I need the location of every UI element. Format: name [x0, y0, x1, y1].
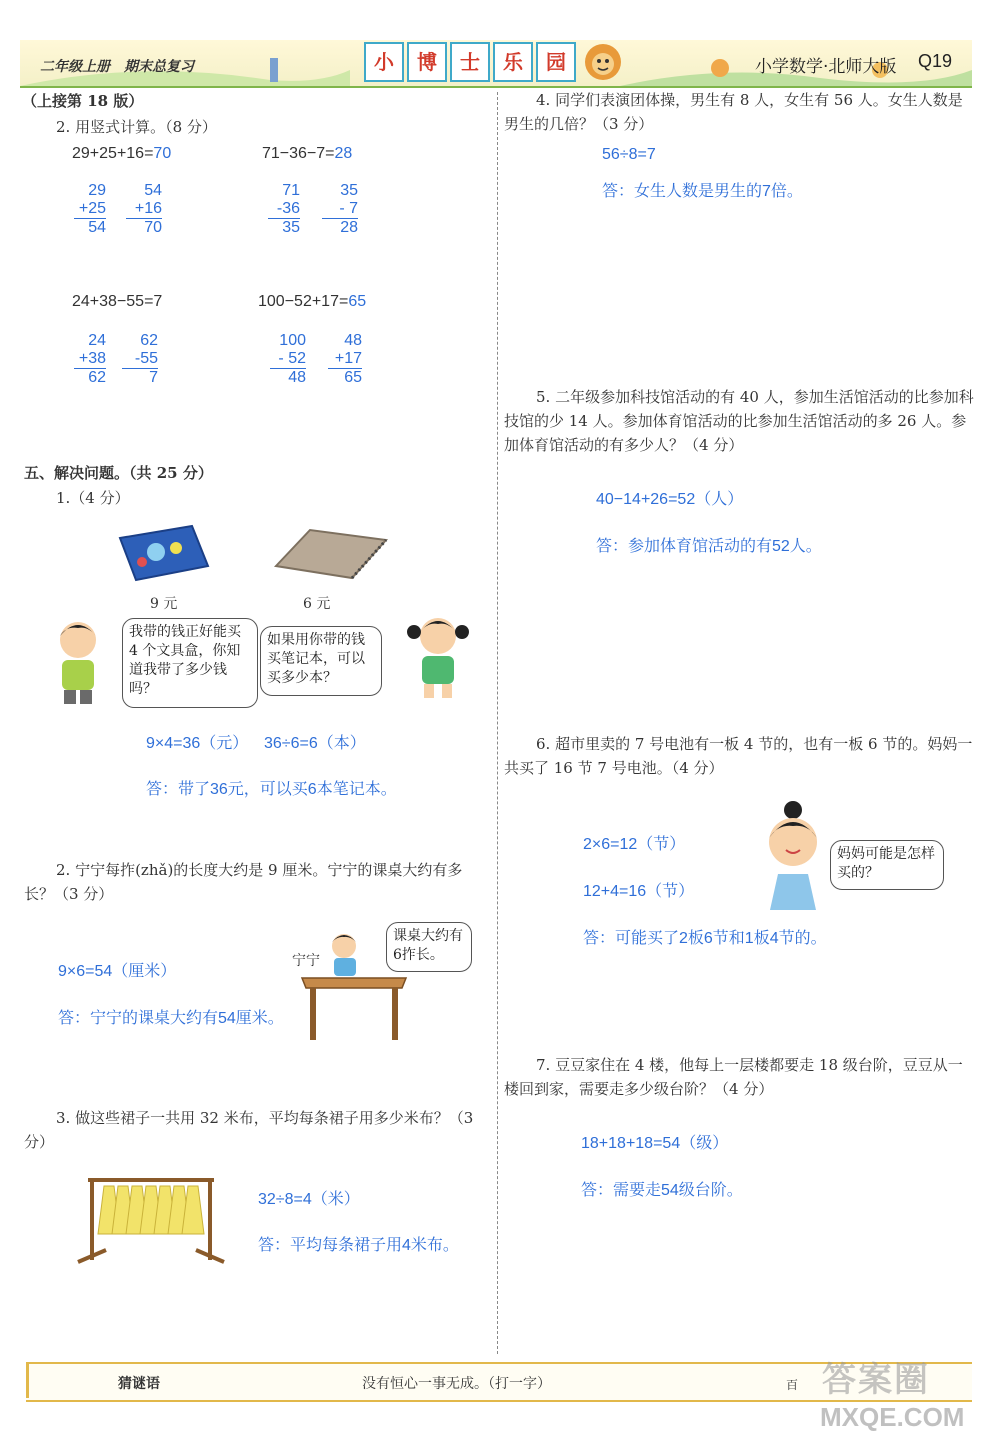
p2-work: 9×6=54（厘米） — [58, 963, 177, 980]
calc-3-expr: 24+38−55=7 — [72, 293, 163, 310]
brand-char-3: 士 — [450, 42, 490, 82]
boy-figure-icon — [48, 616, 108, 706]
footer-answer: 百 — [786, 1378, 799, 1392]
brand-char-4: 乐 — [493, 42, 533, 82]
p2-title: 2. 宁宁每拃(zhǎ)的长度大约是 9 厘米。宁宁的课桌大约有多长？（3 分） — [24, 861, 463, 903]
girl-figure-icon — [398, 610, 478, 700]
header-right-title: 小学数学·北师大版 — [755, 57, 897, 77]
mother-figure-icon — [760, 798, 826, 914]
p3-work: 32÷8=4（米） — [258, 1191, 360, 1208]
p1-title: 1.（4 分） — [56, 489, 130, 507]
calc-4-col-1: 100 - 52 48 — [270, 332, 306, 387]
calc-1-col-2: 54 +16 70 — [126, 182, 162, 237]
calc-3-col-1: 24 +38 62 — [74, 332, 106, 387]
footer-bracket-left — [26, 1362, 37, 1398]
speech-bubble-mother: 妈妈可能是怎样买的？ — [830, 840, 944, 890]
p1-work-1: 9×4=36（元） — [146, 735, 249, 752]
calc-4-expr: 100−52+17=65 — [258, 293, 367, 310]
footer-riddle: 没有恒心一事无成。（打一字） — [362, 1376, 551, 1392]
p5-work: 40−14+26=52（人） — [596, 491, 744, 508]
p4-work: 56÷8=7 — [602, 146, 656, 163]
brand-char-1: 小 — [364, 42, 404, 82]
q2-title: 2. 用竖式计算。（8 分） — [56, 118, 217, 136]
section-5-title: 五、解决问题。（共 25 分） — [24, 464, 213, 482]
p3-title: 3. 做这些裙子一共用 32 米布，平均每条裙子用多少米布？（3 分） — [24, 1109, 474, 1151]
calc-4-col-2: 48 +17 65 — [328, 332, 362, 387]
calc-3-col-2: 62 -55 7 — [122, 332, 158, 387]
lion-mascot-icon — [578, 40, 628, 86]
column-divider — [497, 92, 498, 1354]
p4-title: 4. 同学们表演团体操，男生有 8 人，女生有 56 人。女生人数是男生的几倍？（3 分） — [504, 91, 963, 133]
notebook-image — [270, 526, 390, 582]
page-code: Q19 — [918, 51, 953, 71]
header-left-title: 二年级上册 期末总复习 — [40, 59, 194, 75]
continue-note: （上接第 18 版） — [22, 92, 144, 110]
p1-work-2: 36÷6=6（本） — [264, 735, 366, 752]
calc-1-col-1: 29 +25 54 — [74, 182, 106, 237]
brand-char-5: 园 — [536, 42, 576, 82]
calc-2-col-1: 71 -36 35 — [268, 182, 300, 237]
calc-2-expr: 71−36−7=28 — [262, 145, 353, 162]
brand-char-2: 博 — [407, 42, 447, 82]
price-pencil-box: 9 元 — [150, 596, 178, 612]
p3-answer: 答：平均每条裙子用4米布。 — [258, 1237, 459, 1254]
price-notebook: 6 元 — [303, 596, 331, 612]
p6-title: 6. 超市里卖的 7 号电池有一板 4 节的，也有一板 6 节的。妈妈一共买了 16 节 7 号电池。（4 分） — [504, 735, 973, 777]
p7-work: 18+18+18=54（级） — [581, 1135, 729, 1152]
p7-title: 7. 豆豆家住在 4 楼，他每上一层楼都要走 18 级台阶，豆豆从一楼回到家，需要走多少级台阶？（4 分） — [504, 1056, 963, 1098]
p6-work-1: 2×6=12（节） — [583, 836, 686, 853]
footer-label: 猜谜语 — [118, 1376, 160, 1392]
ningning-label: 宁宁 — [292, 953, 320, 969]
watermark-url: MXQE.COM — [820, 1402, 965, 1432]
dresses-rack-image — [74, 1164, 230, 1266]
watermark: 答案圈 — [822, 1360, 930, 1400]
calc-1-expr: 29+25+16=70 — [72, 145, 172, 162]
p5-answer: 答：参加体育馆活动的有52人。 — [596, 538, 822, 555]
p2-answer: 答：宁宁的课桌大约有54厘米。 — [58, 1010, 284, 1027]
desk-with-child-image — [298, 930, 410, 1046]
speech-bubble-boy: 我带的钱正好能买 4 个文具盒，你知道我带了多少钱吗？ — [122, 618, 258, 708]
p6-answer: 答：可能买了2板6节和1板4节的。 — [583, 930, 827, 947]
p7-answer: 答：需要走54级台阶。 — [581, 1182, 743, 1199]
p6-work-2: 12+4=16（节） — [583, 883, 695, 900]
calc-2-col-2: 35 - 7 28 — [322, 182, 358, 237]
speech-bubble-girl: 如果用你带的钱买笔记本，可以买多少本？ — [260, 626, 382, 696]
p4-answer: 答：女生人数是男生的7倍。 — [602, 183, 803, 200]
p1-answer: 答：带了36元，可以买6本笔记本。 — [146, 781, 397, 798]
speech-bubble-ningning: 课桌大约有6拃长。 — [386, 922, 472, 972]
p5-title: 5. 二年级参加科技馆活动的有 40 人，参加生活馆活动的比参加科技馆的少 14 人。参加体育馆活动的比参加生活馆活动的多 26 人。参加体育馆活动的有多少人？（4 分） — [504, 388, 974, 454]
pencil-box-image — [112, 518, 212, 588]
